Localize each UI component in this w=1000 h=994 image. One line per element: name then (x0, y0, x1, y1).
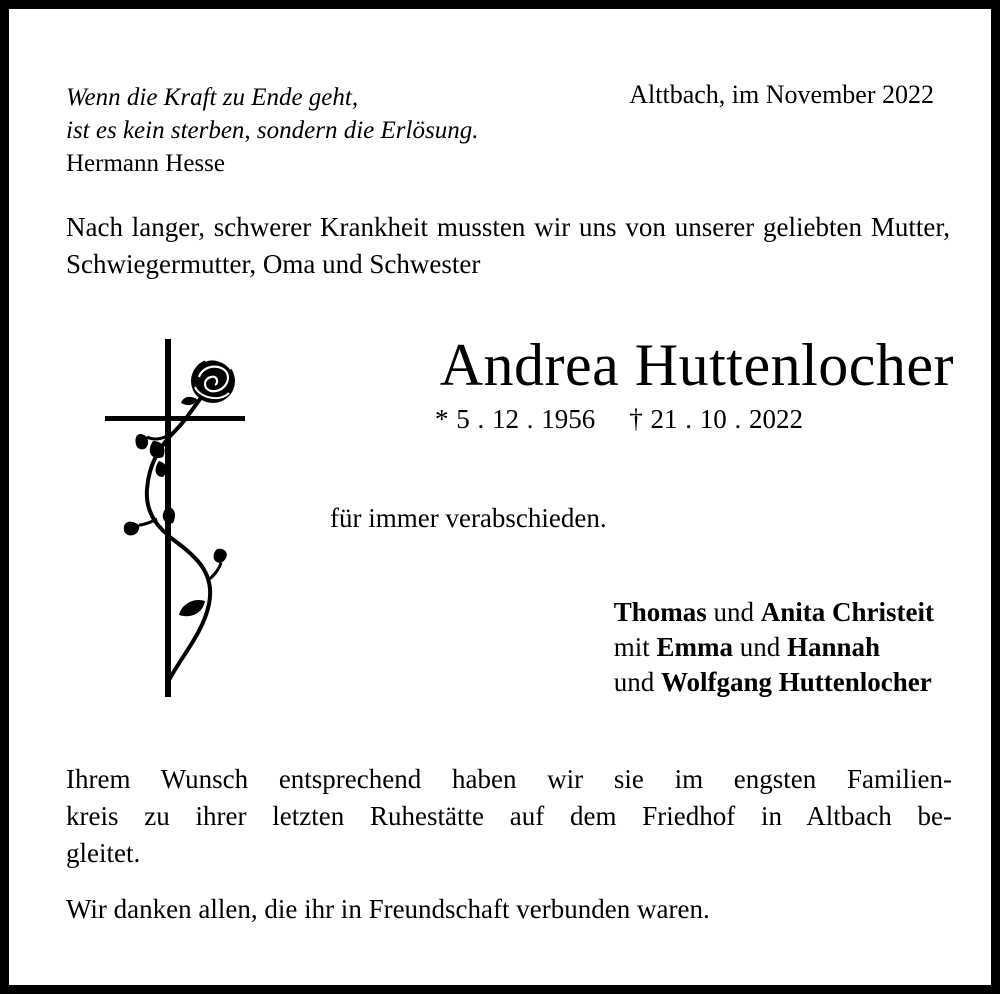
quote-line-1: Wenn die Kraft zu Ende geht, (66, 84, 359, 111)
intro-text: Nach langer, schwerer Krankheit mussten wir uns von unserer geliebten Mutter, Schwiegermutter, Oma und Schwester (66, 212, 950, 279)
family-name: Hannah (787, 632, 881, 662)
family-line-2 (614, 630, 934, 665)
birth-date: * 5 . 12 . 1956 (435, 404, 596, 434)
cross-with-rose-icon (97, 329, 257, 701)
family-name: Wolfgang Huttenlocher (660, 667, 932, 697)
family-prefix: und (613, 667, 655, 697)
family-signature (614, 595, 934, 700)
farewell-text: für immer verabschieden. (330, 503, 607, 533)
family-name: Emma (656, 632, 733, 662)
closing-line-1: Ihrem Wunsch entsprechend haben wir sie im engsten Familien- (66, 764, 952, 794)
closing-text (66, 761, 952, 872)
quote-block (66, 81, 478, 180)
quote-author: Hermann Hesse (66, 150, 225, 177)
closing-line-2: kreis zu ihrer letzten Ruhestätte auf dem Friedhof in Altbach be- (66, 801, 952, 831)
family-line-1 (614, 595, 934, 630)
family-conjunction: und (713, 597, 755, 627)
deceased-name: Andrea Huttenlocher (439, 332, 954, 398)
thanks-text: Wir danken allen, die ihr in Freundschaft verbunden waren. (66, 894, 710, 924)
death-date: † 21 . 10 . 2022 (629, 404, 803, 434)
family-conjunction: und (739, 632, 781, 662)
family-name: Anita Christeit (760, 597, 934, 627)
closing-line-3: gleitet. (66, 838, 141, 868)
quote-line-2: ist es kein sterben, sondern die Erlösung. (66, 117, 479, 144)
family-line-3 (614, 665, 934, 700)
life-dates (389, 404, 849, 435)
place-date: Alttbach, im November 2022 (629, 80, 934, 109)
family-prefix: mit (613, 632, 650, 662)
family-name: Thomas (613, 597, 707, 627)
